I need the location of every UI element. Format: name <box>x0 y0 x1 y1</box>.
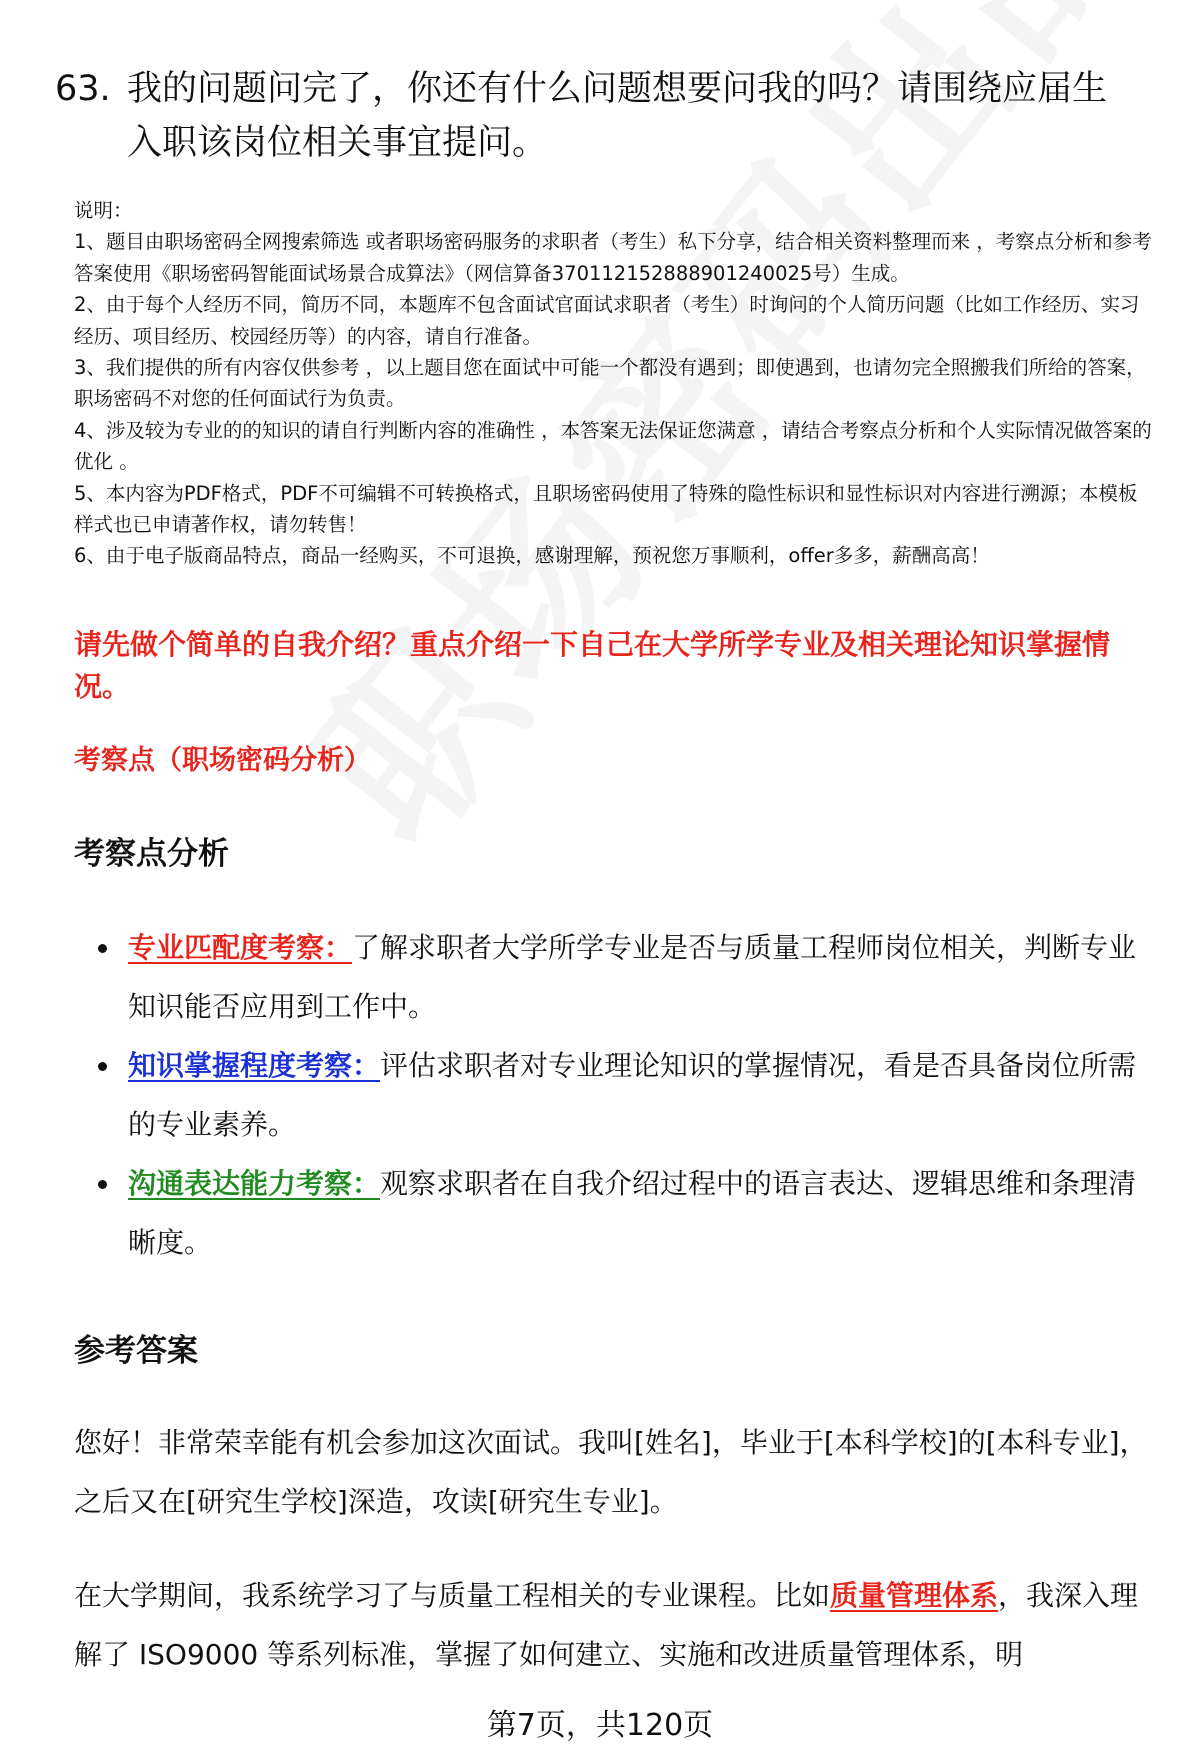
note-item: 4、涉及较为专业的的知识的请自行判断内容的准确性 ，本答案无法保证您满意 ，请结合考察点分析和个人实际情况做答案的优化 。 <box>74 418 1152 474</box>
answer-paragraph-2 <box>74 1566 1154 1684</box>
answer-text: ，我深入理解了 ISO9000 等系列标准，掌握了如何建立、实施和改进质量管理体系，明 <box>74 1579 1139 1671</box>
notes-heading: 说明： <box>74 199 133 222</box>
analysis-heading: 考察点分析 <box>74 836 229 872</box>
answer-paragraph-1: 您好！非常荣幸能有机会参加这次面试。我叫[姓名]，毕业于[本科学校]的[本科专业]，之后又在[研究生学校]深造，攻读[研究生专业]。 <box>74 1426 1148 1518</box>
note-item: 6、由于电子版商品特点，商品一经购买，不可退换，感谢理解，预祝您万事顺利，offer多多，薪酬高高！ <box>74 544 990 568</box>
analysis-item <box>98 918 1148 1036</box>
question-title <box>55 62 1145 170</box>
bullet-icon <box>98 1062 107 1071</box>
note-item: 3、我们提供的所有内容仅供参考 ，以上题目您在面试中可能一个都没有遇到；即使遇到，也请勿完全照搬我们所给的答案，职场密码不对您的任何面试行为负责。 <box>74 356 1146 411</box>
analysis-list <box>98 918 1148 1272</box>
question-number: 63. <box>55 69 111 109</box>
answer-text: 在大学期间，我系统学习了与质量工程相关的专业课程。比如 <box>74 1579 831 1612</box>
note-item: 1、题目由职场密码全网搜索筛选 或者职场密码服务的求职者（考生）私下分享，结合相关资料整理而来 ，考察点分析和参考答案使用《职场密码智能面试场景合成算法》（网信算备370112152888901240025号）生成。 <box>74 230 1152 285</box>
question-line-1: 我的问题问完了，你还有什么问题想要问我的吗？请围绕应届生 <box>127 69 1108 109</box>
reference-heading: 参考答案 <box>74 1333 198 1369</box>
note-item: 5、本内容为PDF格式，PDF不可编辑不可转换格式，且职场密码使用了特殊的隐性标识和显性标识对内容进行溯源；本模板样式也已申请著作权，请勿转售！ <box>74 481 1138 537</box>
question-line-2: 入职该岗位相关事宜提问。 <box>127 123 548 163</box>
analysis-text: 了解求职者大学所学专业是否与质量工程师岗位相关，判断专业知识能否应用到工作中。 <box>128 931 1137 1023</box>
exam-point-label: 考察点（职场密码分析） <box>74 745 371 776</box>
notes-block <box>74 195 1154 572</box>
answer-highlight: 质量管理体系 <box>830 1579 999 1612</box>
analysis-item <box>98 1154 1148 1272</box>
analysis-keyword: 知识掌握程度考察： <box>128 1049 381 1082</box>
analysis-text: 评估求职者对专业理论知识的掌握情况，看是否具备岗位所需的专业素养。 <box>128 1049 1137 1141</box>
analysis-item <box>98 1036 1148 1154</box>
analysis-keyword: 沟通表达能力考察： <box>128 1167 381 1200</box>
page-footer: 第7页，共120页 <box>486 1708 714 1743</box>
bullet-icon <box>98 944 107 953</box>
analysis-keyword: 专业匹配度考察： <box>128 931 353 964</box>
note-item: 2、由于每个人经历不同，简历不同，本题库不包含面试官面试求职者（考生）时询问的个人简历问题（比如工作经历、实习经历、项目经历、校园经历等）的内容，请自行准备。 <box>74 293 1140 348</box>
bullet-icon <box>98 1180 107 1189</box>
main-question: 请先做个简单的自我介绍？重点介绍一下自己在大学所学专业及相关理论知识掌握情况。 <box>74 628 1111 703</box>
analysis-text: 观察求职者在自我介绍过程中的语言表达、逻辑思维和条理清晰度。 <box>128 1167 1137 1259</box>
